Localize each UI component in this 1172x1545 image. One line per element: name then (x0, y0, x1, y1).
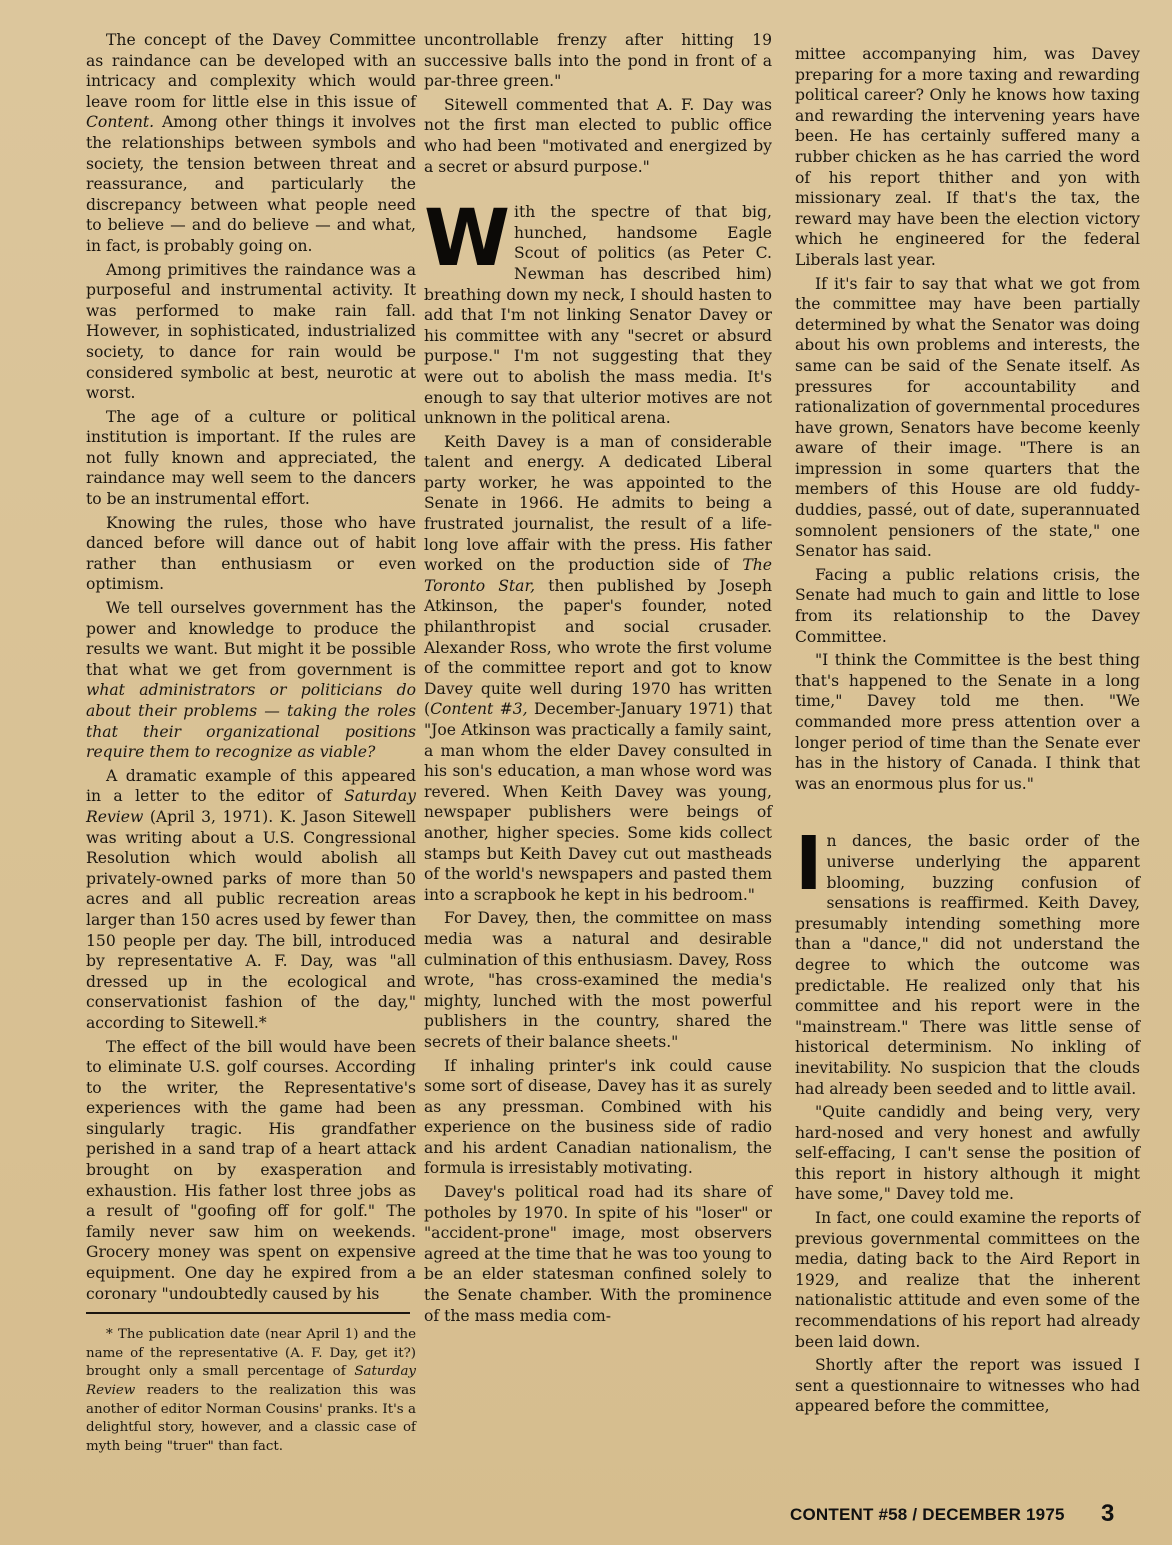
drop-cap: I (795, 821, 823, 908)
page-footer: CONTENT #58 / DECEMBER 1975 (790, 1505, 1065, 1524)
paragraph: The concept of the Davey Committee as raindance can be developed with an intricacy and complexity which would leave room for little else in this issue of Content. Among other things it involves the relationships between symbols and society, the tension between threat and reassurance, and particularly the discrepancy between what people need to believe — and do believe — and what, in fact, is probably going on. (86, 31, 416, 255)
footnote-divider (86, 1312, 410, 1314)
paragraph: "Quite candidly and being very, very hard-nosed and very honest and awfully self-effacing, I can't sense the position of this report in history although it might have some," Davey told me. (795, 1103, 1140, 1204)
paragraph: Facing a public relations crisis, the Senate had much to gain and little to lose from its relationship to the Davey Committee. (795, 565, 1140, 646)
footnote: * The publication date (near April 1) and the name of the representative (A. F. Day, get it?) brought only a small percentage of Saturday Review readers to the realization this was another of editor Norman Cousins' pranks. It's a delightful story, however, and a classic case of myth being "truer" than fact. (86, 1327, 416, 1454)
paragraph-dropcap: In dances, the basic order of the universe underlying the apparent blooming, buzzing confusion of sensations is reaffirmed. Keith Davey, presumably intending something more than a "dance," did not understand the degree to which the outcome was predictable. He realized only that his committee and his report were in the "mainstream." There was little sense of historical determinism. No inkling of inevitability. No suspicion that the clouds had already been seeded and to little avail. (795, 821, 1140, 1098)
paragraph: The age of a culture or political institution is important. If the rules are not fully known and appreciated, the raindance may well seem to the dancers to be an instrumental effort. (86, 407, 416, 509)
paragraph: We tell ourselves government has the power and knowledge to produce the results we want. But might it be possible that what we get from government is what administrators or politicians do about their problems — taking the roles that their organizational positions require them to recognize as viable? (86, 599, 416, 762)
column-2 (424, 30, 772, 1329)
section-break (795, 797, 1140, 831)
paragraph: If it's fair to say that what we got from the committee may have been partially determined by what the Senator was doing about his own problems and interests, the same can be said of the Senate itself. As pressures for accountability and rationalization of governmental procedures have grown, Senators have become keenly aware of their image. "There is an impression in some quarters that the members of this House are old fuddy-duddies, passé, out of date, superannuated somnolent pensioners of the state," one Senator has said. (795, 274, 1140, 561)
paragraph: Davey's political road had its share of potholes by 1970. In spite of his "loser" or "accident-prone" image, most observers agreed at the time that he was too young to be an elder statesman confined solely to the Senate chamber. With the prominence of the mass media com- (424, 1183, 772, 1325)
paragraph: mittee accompanying him, was Davey preparing for a more taxing and rewarding political career? Only he knows how taxing and rewarding the intervening years have been. He has certainly suffered many a rubber chicken as he has carried the word of his report thither and yon with missionary zeal. If that's the tax, the reward may have been the election victory which he engineered for the federal Liberals last year. (795, 45, 1140, 269)
paragraph: Shortly after the report was issued I sent a questionnaire to witnesses who had appeared before the committee, (795, 1356, 1140, 1416)
paragraph: Among primitives the raindance was a purposeful and instrumental activity. It was performed to make rain fall. However, in sophisticated, industrialized society, to dance for rain would be considered symbolic at best, neurotic at worst. (86, 260, 416, 403)
paragraph: "I think the Committee is the best thing that's happened to the Senate in a long time," Davey told me then. "We commanded more press attention over a longer period of time than the Senate ever has in the history of Canada. I think that was an enormous plus for us." (795, 651, 1140, 793)
paragraph: Sitewell commented that A. F. Day was not the first man elected to public office who had been "motivated and energized by a secret or absurd purpose." (424, 95, 772, 176)
paragraph: A dramatic example of this appeared in a letter to the editor of Saturday Review (April 3, 1971). K. Jason Sitewell was writing about a U.S. Congressional Resolution which would abolish all privately-owned parks of more than 50 acres and all public recreation areas larger than 150 acres used by fewer than 150 people per day. The bill, introduced by representative A. F. Day, was "all dressed up in the ecological and conservationist fashion of the day," according to Sitewell.* (86, 766, 416, 1032)
paragraph: The effect of the bill would have been to eliminate U.S. golf courses. According to the writer, the Representative's experiences with the game had been singularly tragic. His grandfather perished in a sand trap of a heart attack brought on by exasperation and exhaustion. His father lost three jobs as a result of "goofing off for golf." The family never saw him on weekends. Grocery money was spent on expensive equipment. One day he expired from a coronary "undoubtedly caused by his (86, 1037, 416, 1303)
paragraph: For Davey, then, the committee on mass media was a natural and desirable culmination of this enthusiasm. Davey, Ross wrote, "has cross-examined the media's mighty, lunched with the most powerful publishers in the country, shared the secrets of their balance sheets." (424, 909, 772, 1051)
paragraph: Keith Davey is a man of considerable talent and energy. A dedicated Liberal party worker, he was appointed to the Senate in 1966. He admits to being a frustrated journalist, the result of a life-long love affair with the press. His father worked on the production side of The Toronto Star, then published by Joseph Atkinson, the paper's founder, noted philanthropist and social crusader. Alexander Ross, who wrote the first volume of the committee report and got to know Davey quite well during 1970 has written (Content #3, December-January 1971) that "Joe Atkinson was practically a family saint, a man whom the elder Davey consulted in his son's education, a man whose word was revered. When Keith Davey was young, newspaper publishers were beings of another, higher species. Some kids collect stamps but Keith Davey cut out mastheads of the world's newspapers and pasted them into a scrapbook he kept in his bedroom." (424, 432, 772, 904)
paragraph: uncontrollable frenzy after hitting 19 successive balls into the pond in front of a par-three green." (424, 31, 772, 91)
page-number: 3 (1101, 1500, 1115, 1527)
column-1 (86, 30, 416, 1459)
paragraph: In fact, one could examine the reports of previous governmental committees on the media, dating back to the Aird Report in 1929, and realize that the inherent nationalistic attitude and even some of the recommendations of his report had already been laid down. (795, 1209, 1140, 1351)
drop-cap: W (424, 194, 511, 285)
column-3 (795, 44, 1140, 1420)
paragraph: If inhaling printer's ink could cause some sort of disease, Davey has it as surely as any pressman. Combined with his experience on the business side of radio and his ardent Canadian nationalism, the formula is irresistably motivating. (424, 1056, 772, 1178)
paragraph-dropcap: With the spectre of that big, hunched, handsome Eagle Scout of politics (as Peter C. Newman has described him) breathing down my neck, I should hasten to add that I'm not linking Senator Davey or his committee with any "secret or absurd purpose." I'm not suggesting that they were out to abolish the mass media. It's enough to say that ulterior motives are not unknown in the political arena. (424, 194, 772, 428)
paragraph: Knowing the rules, those who have danced before will dance out of habit rather than enthusiasm or even optimism. (86, 513, 416, 594)
